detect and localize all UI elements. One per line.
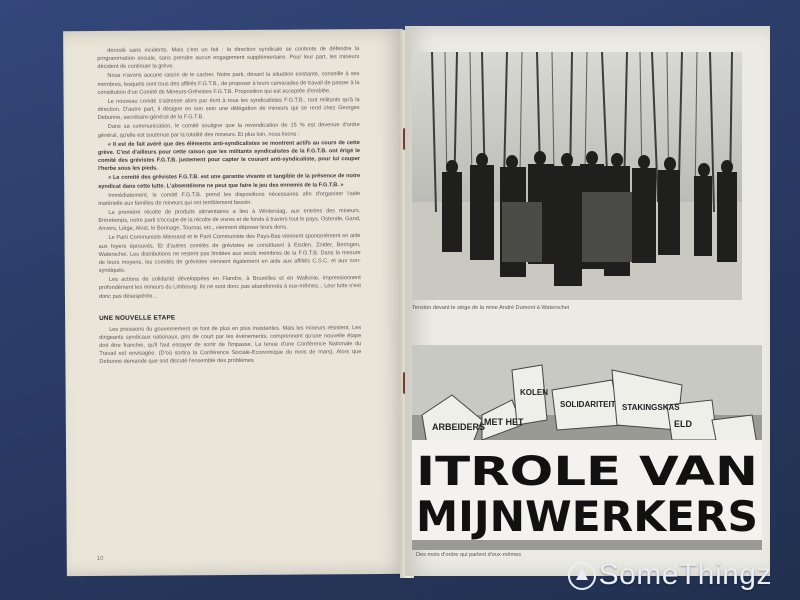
paragraph: Les pressions du gouvernement se font de plus en plus insistantes. Mais les mineurs résistent. Les dirigeants syndicaux nationaux, pris de court par les événements, comprennent qu'une nouvelle étape doit être franchie, qu'il faut essayer de sortir de l'impasse. La tenue d'une Conférence Nationale du Travail est envisagée. (D'où sortira la Conférence Sociale-Economique du mois de mars). Alors que Debunne demande que soit discuté l'ensemble des problèmes <box>99 324 362 366</box>
section-heading: UNE NOUVELLE ETAPE <box>99 314 176 322</box>
paragraph: déroulé sans incidents. Mais c'est un fait : la direction syndicale se contente de défendre la programmation sociale, sans prendre aucun engagement supplémentaire. Pour leur part, les mineurs décident de continuer la grève. <box>97 46 360 71</box>
banner-line-2: MIJNWERKERS <box>416 492 758 541</box>
protest-sign-text: SOLIDARITEIT <box>560 400 616 409</box>
protest-sign-text: ARBEIDERS <box>432 422 486 432</box>
brand-logo-icon <box>566 560 598 592</box>
quote-paragraph: « Il est de fait avéré que des éléments anti-syndicalistes se montrent actifs au cours de cette grève. C'est d'ailleurs pour cette raison que les militants syndicalistes de la F.G.T.B. ont érigé le comité des grévistes F.G.T.B. justement pour capter le courant anti-syndicaliste, pour lui couper l'herbe sous les pieds. <box>97 139 361 173</box>
quote-paragraph: « Le comité des grévistes F.G.T.B. est une garantie vivante et tangible de la présence de notre syndicat dans cette lutte. L'absentéisme ne peut que faire le jeu des ennemis de la F.G.T.B. » <box>98 173 361 190</box>
photo2-caption: Des mots d'ordre qui parlent d'eux-mêmes <box>416 552 522 558</box>
page-number: 10 <box>96 555 104 562</box>
crowd-photo-graphic <box>412 52 742 300</box>
banner-photo <box>412 345 762 550</box>
paragraph: Le nouveau comité s'adresse alors par écrit à tous les syndicalistes F.G.T.B., tant militants qu'à la direction. D'autre part, il désigne en son sein une délégation de mineurs qui se rend chez Georges Debunne, secrétaire-général de la F.G.T.B. <box>97 97 360 122</box>
brand-watermark: SomeThingz <box>598 558 772 591</box>
banner-photo-graphic <box>412 345 762 550</box>
paragraph: Le Parti Communiste Allemand et le Parti Communiste des Pays-Bas viennent spontanément en aide aux foyers éprouvés. Et d'autres comités de grévistes se constituent à Eisden, Zolder, Beringen, Waterschei. Les distributions ne restent pas limitées aux seuls membres de la F.G.T.B. Dans la mesure de leurs moyens, les comités de grévistes viennent également en aide aux affiliés C.S.C. et aux non-syndiqués. <box>98 233 361 275</box>
left-page <box>63 29 407 576</box>
paragraph: Immédiatement, le comité F.G.T.B. prend les dispositions nécessaires afin d'organiser l'aide matérielle aux familles de mineurs qui ont terriblement besoin. <box>98 190 361 207</box>
crowd-photo <box>412 52 742 300</box>
protest-sign-text: STAKINGSKAS <box>622 403 680 412</box>
paragraph: Dans sa communication, le comité souligne que la revendication de 15 % est devenue d'ordre général, qu'elle est soutenue par la totalité des mineurs. Et plus loin, nous lisons : <box>97 122 360 139</box>
protest-sign-text: ELD <box>674 419 692 429</box>
protest-sign-text: KOLEN <box>520 388 548 397</box>
paragraph: Les actions de solidarité développées en Flandre, à Bruxelles et en Wallonie, impressionnent profondément les mineurs du Limbourg. Ils ne sont donc pas abandonnés à eux-mêmes... Leur lutte n'est donc pas désespérée... <box>98 275 361 300</box>
banner-line-1: ITROLE VAN <box>416 449 758 495</box>
paragraph: Nous n'avons aucune raison de le cacher. Notre parti, devant la situation existante, conseille à ses membres, lesquels sont tous des affiliés F.G.T.B., de proposer à leurs camarades de travail de passer à la constitution d'un Comité de Mineurs-Grévistes F.G.T.B. Proposition qui est acceptée d'emblée. <box>97 71 360 96</box>
paragraph: La première récolte de produits alimentaires a lieu à Winterslag, aux entrées des mineurs. Entretemps, notre parti s'occupe de la récolte de vivres et de fonds à travers tout le pays. Ostende, Gand, Anvers, Liège, Alost, le Borinage, Tournai, etc., viennent déposer leurs dons. <box>98 208 361 233</box>
article-text <box>97 45 361 367</box>
protest-sign-text: MET HET <box>484 417 524 427</box>
photo1-caption: Tension devant le siège de la mine André Dumont à Waterschei <box>412 305 570 311</box>
